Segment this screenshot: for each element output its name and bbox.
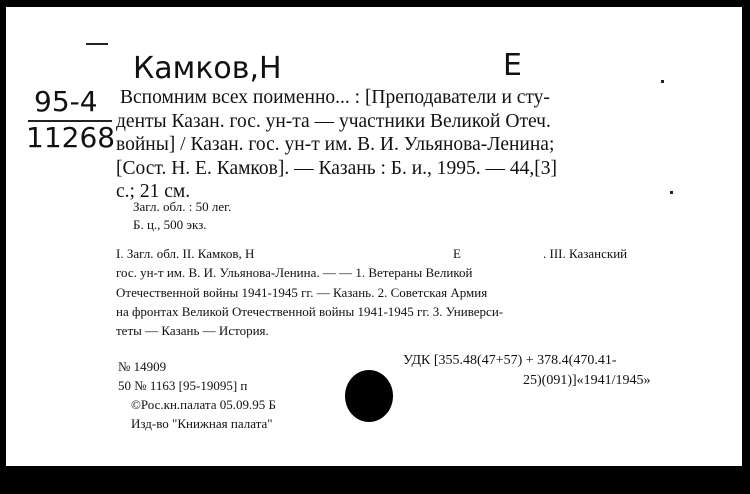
registration-line: 50 № 1163 [95-19095] п: [118, 378, 248, 393]
title-line-4: [Сост. Н. Е. Камков]. — Казань : Б. и., 1995. — 44,[3]: [116, 158, 557, 179]
cover-price: Загл. обл. : 50 лег.: [133, 199, 232, 214]
publisher-line: Изд-во "Книжная палата": [131, 416, 273, 431]
margin-dot: [670, 191, 673, 194]
handwritten-mark: [661, 80, 664, 83]
title-line-5: с.; 21 см.: [116, 181, 191, 202]
record-number: № 14909: [118, 359, 167, 374]
subjects-line-1c: . III. Казанский: [543, 246, 628, 261]
subjects-line-5: теты — Казань — История.: [116, 323, 269, 338]
subjects-line-3: Отечественной войны 1941-1945 гг. — Казань. 2. Советская Армия: [116, 285, 488, 300]
call-number-bottom: 11268: [26, 121, 116, 154]
subjects-line-2: гос. ун-т им. В. И. Ульянова-Ленина. — — 1. Ветераны Великой: [116, 265, 473, 280]
top-left-rule: [86, 43, 108, 45]
copyright-line: ©Рос.кн.палата 05.09.95 Б: [131, 397, 276, 412]
subjects-line-4: на фронтах Великой Отечественной войны 1941-1945 гг. 3. Универси-: [116, 304, 504, 319]
title-line-3: войны] / Казан. гос. ун-т им. В. И. Ульянова-Ленина;: [116, 134, 555, 155]
call-number-top: 95-4: [34, 85, 98, 118]
catalog-card: [6, 7, 742, 466]
udc-line-1: УДК [355.48(47+57) + 378.4(470.41-: [403, 353, 617, 368]
title-line-1: Вспомним всех поименно... : [Преподаватели и сту-: [120, 87, 550, 108]
ink-blot: [345, 370, 393, 422]
print-run: Б. ц., 500 экз.: [133, 217, 207, 232]
handwritten-author-name: Камков,Н: [133, 51, 282, 86]
subjects-line-1b: Е: [453, 246, 461, 261]
handwritten-letter: Е: [503, 48, 522, 83]
title-line-2: денты Казан. гос. ун-та — участники Великой Отеч.: [116, 111, 551, 132]
subjects-line-1a: I. Загл. обл. II. Камков, Н: [116, 246, 255, 261]
udc-line-2: 25)(091)]«1941/1945»: [523, 373, 651, 388]
